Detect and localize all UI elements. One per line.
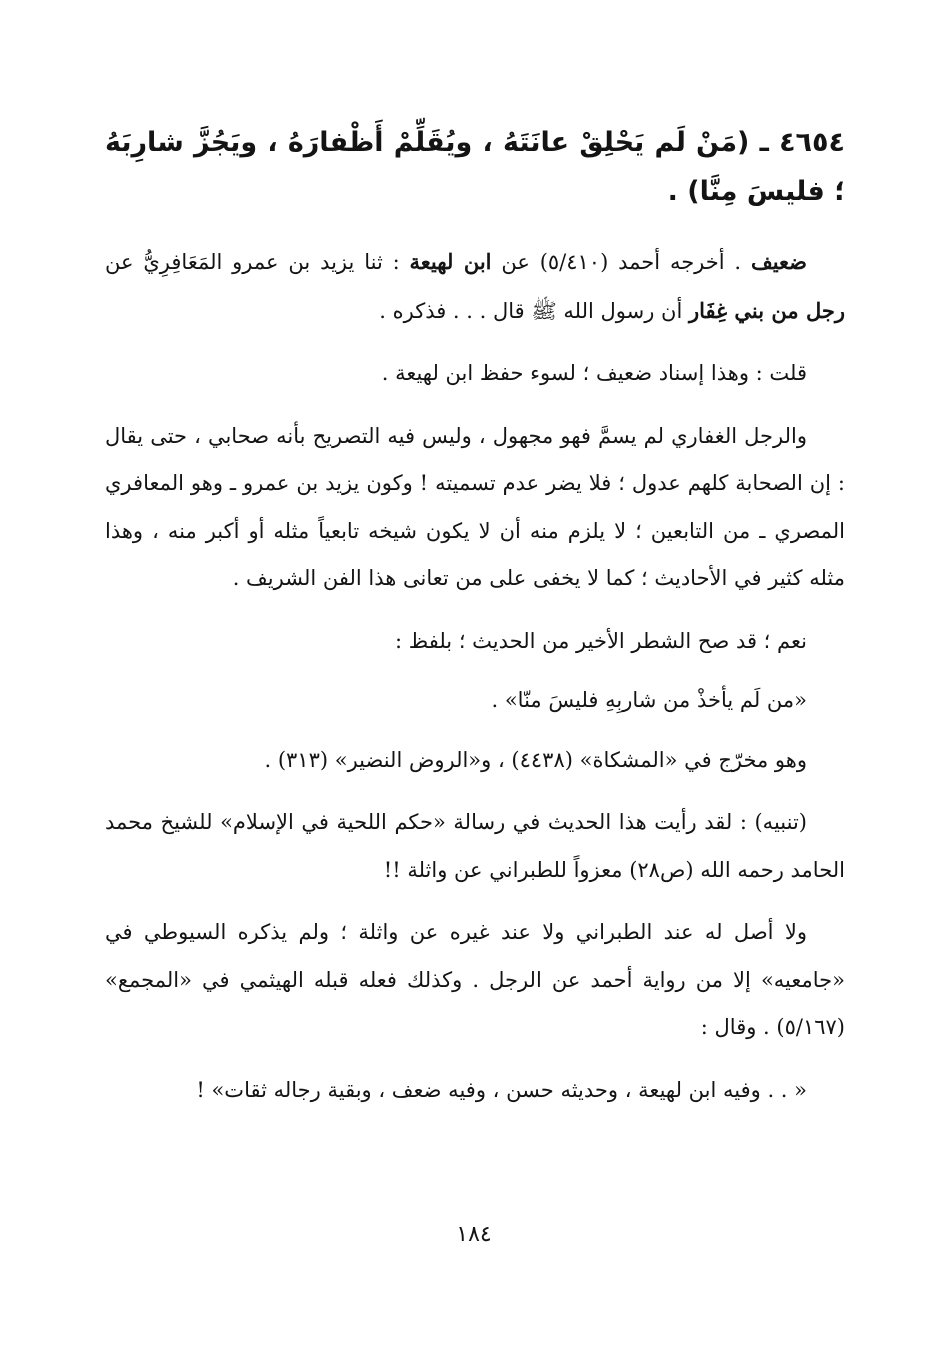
authentic-part-paragraph: نعم ؛ قد صح الشطر الأخير من الحديث ؛ بلفظ : bbox=[395, 628, 807, 653]
isnad-verdict-paragraph: قلت : وهذا إسناد ضعيف ؛ لسوء حفظ ابن لهيعة . bbox=[381, 361, 807, 385]
hadith-heading bbox=[105, 118, 845, 216]
takhrij-text-3: أن رسول الله ﷺ قال . . . فذكره . bbox=[379, 298, 689, 323]
haythami-quote: « . . وفيه ابن لهيعة ، وحديثه حسن ، وفيه ضعف ، وبقية رجاله ثقات» ! bbox=[196, 1077, 807, 1102]
page-number: ١٨٤ bbox=[456, 1222, 492, 1247]
takhrij-paragraph bbox=[105, 238, 845, 335]
no-origin-paragraph: ولا أصل له عند الطبراني ولا عند غيره عن واثلة ؛ ولم يذكره السيوطي في «جامعيه» إلا من رواية أحمد عن الرجل . وكذلك فعله قبله الهيثمي في «المجمع» (٥/١٦٧) . وقال : bbox=[105, 920, 845, 1039]
narrator-ghifari-man: رجل من بني غِفَار bbox=[688, 297, 845, 323]
narrator-ibn-lahiah: ابن لهيعة bbox=[409, 249, 492, 274]
takhrij-text-2: : ثنا يزيد بن عمرو المَعَافِرِيُّ عن bbox=[105, 250, 410, 274]
references-paragraph: وهو مخرّج في «المشكاة» (٤٤٣٨) ، و«الروض النضير» (٣١٣) . bbox=[264, 747, 807, 772]
hadith-text: (مَنْ لَم يَحْلِقْ عانَتَهُ ، ويُقَلِّمْ أَظْفارَهُ ، ويَجُزَّ شارِبَهُ ؛ فليسَ مِنَّا) . bbox=[105, 127, 845, 207]
authentic-wording-quote: «من لَم يأخذْ من شاربِهِ فليسَ منّا» . bbox=[491, 688, 807, 712]
hadith-number: ٤٦٥٤ ـ bbox=[759, 127, 845, 158]
ghifari-discussion-paragraph: والرجل الغفاري لم يسمَّ فهو مجهول ، وليس فيه التصريح بأنه صحابي ، حتى يقال : إن الصحابة كلهم عدول ؛ فلا يضر عدم تسميته ! وكون يزيد بن عمرو ـ وهو المعافري المصري ـ من التابعين ؛ لا يلزم منه أن لا يكون شيخه تابعياً مثله أو أكبر منه ، وهذا مثله كثير في الأحاديث ؛ كما لا يخفى على من تعانى هذا الفن الشريف . bbox=[105, 423, 845, 590]
grading-label: ضعيف bbox=[750, 249, 807, 274]
takhrij-text-1: . أخرجه أحمد (٥/٤١٠) عن bbox=[491, 250, 751, 274]
page-body bbox=[105, 118, 845, 1129]
note-paragraph: (تنبيه) : لقد رأيت هذا الحديث في رسالة «حكم اللحية في الإسلام» للشيخ محمد الحامد رحمه الله (ص٢٨) معزواً للطبراني عن واثلة !! bbox=[105, 810, 845, 882]
